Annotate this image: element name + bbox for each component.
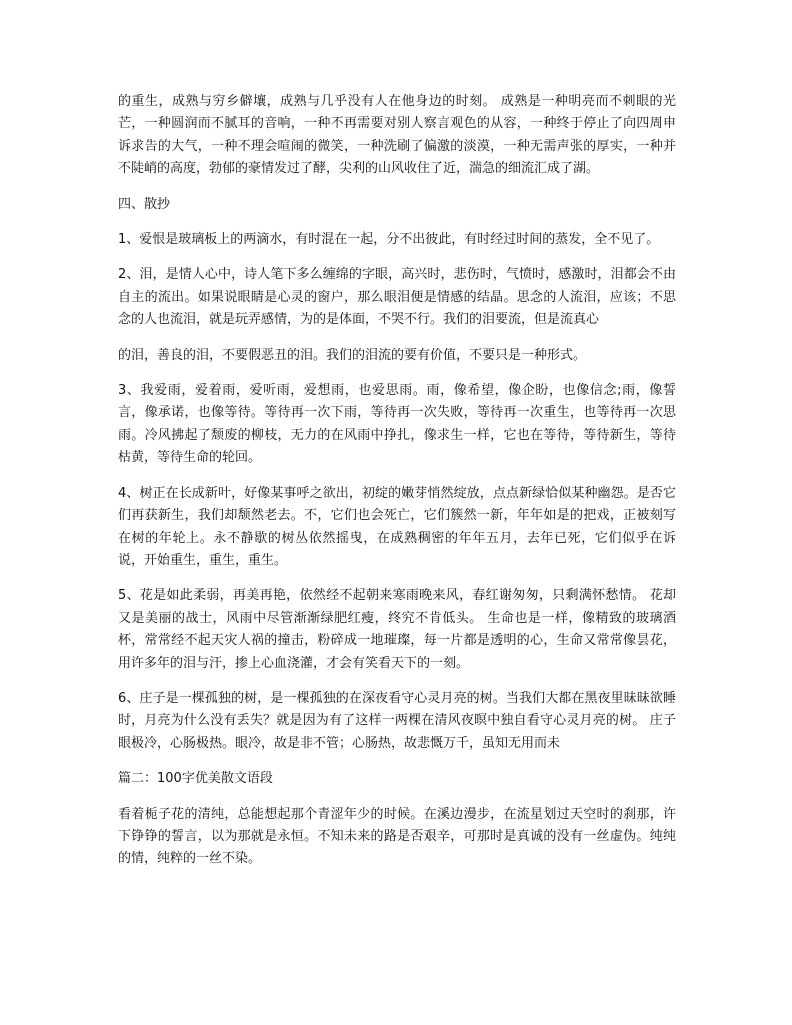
paragraph-item-2-continued: 的泪，善良的泪，不要假恶丑的泪。我们的泪流的要有价值，不要只是一种形式。 xyxy=(118,347,587,363)
paragraph-item-3: 3、我爱雨，爱着雨，爱听雨，爱想雨，也爱思雨。雨，像希望，像企盼，也像信念;雨，像誓言，像承诺，也像等待。等待再一次下雨，等待再一次失败，等待再一次重生，也等待再一次思雨。冷风拂起了颓废的柳枝，无力的在风雨中挣扎，像求生一样，它也在等待，等待新生，等待枯黄，等待生命的轮回。 xyxy=(118,383,676,466)
paragraph-item-2: 2、泪，是情人心中，诗人笔下多么缠绵的字眼，高兴时，悲伤时，气愤时，感激时，泪都会不由自主的流出。如果说眼睛是心灵的窗户，那么眼泪便是情感的结晶。思念的人流泪，应该；不思念的人也流泪，就是玩弄感情，为的是体面，不哭不行。我们的泪要流，但是流真心 xyxy=(118,267,676,328)
section-heading-part-two: 篇二：100字优美散文语段 xyxy=(118,771,273,787)
document-page xyxy=(118,91,676,884)
paragraph-item-6: 6、庄子是一棵孤独的树，是一棵孤独的在深夜看守心灵月亮的树。当我们大都在黑夜里昧昧欲睡时，月亮为什么没有丢失？就是因为有了这样一两棵在清风夜暝中独自看守心灵月亮的树。 庄子眼极冷，心肠极热。眼冷，故是非不管；心肠热，故悲慨万千，虽知无用而未 xyxy=(118,690,676,751)
section-heading-excerpts: 四、散抄 xyxy=(118,196,171,212)
paragraph-item-4: 4、树正在长成新叶，好像某事呼之欲出，初绽的嫩芽悄然绽放，点点新绿恰似某种幽怨。是否它们再获新生，我们却颓然老去。不，它们也会死亡，它们簇然一新，年年如是的把戏，正被刻写在树的年轮上。永不静歇的树丛依然摇曳，在成熟稠密的年年五月，去年已死，它们似乎在诉说，开始重生，重生，重生。 xyxy=(118,485,676,568)
paragraph-gardenia: 看着栀子花的清纯，总能想起那个青涩年少的时候。在溪边漫步，在流星划过天空时的刹那，许下铮铮的誓言，以为那就是永恒。不知未来的路是否艰辛，可那时是真诚的没有一丝虚伪。纯纯的情，纯粹的一丝不染。 xyxy=(118,806,676,867)
paragraph-item-5: 5、花是如此柔弱，再美再艳，依然经不起朝来寒雨晚来风，春红谢匆匆，只剩满怀愁情。 花却又是美丽的战士，风雨中尽管渐渐绿肥红瘦，终究不肯低头。 生命也是一样，像精致的玻璃酒杯，常常经不起天灾人祸的撞击，粉碎成一地璀璨，每一片都是透明的心，生命又常常像昙花，用许多年的泪与汗，掺上心血浇灌，才会有笑看天下的一刻。 xyxy=(118,588,676,671)
paragraph-item-1: 1、爱恨是玻璃板上的两滴水，有时混在一起，分不出彼此，有时经过时间的蒸发，全不见了。 xyxy=(118,232,660,248)
paragraph-maturity: 的重生，成熟与穷乡僻壤，成熟与几乎没有人在他身边的时刻。 成熟是一种明亮而不刺眼的光芒，一种圆润而不腻耳的音响，一种不再需要对别人察言观色的从容，一种终于停止了向四周申诉求告的大气，一种不理会喧闹的微笑，一种洗刷了偏激的淡漠，一种无需声张的厚实，一种并不陡峭的高度，勃郁的豪情发过了酵，尖利的山风收住了近，湍急的细流汇成了湖。 xyxy=(118,94,676,177)
